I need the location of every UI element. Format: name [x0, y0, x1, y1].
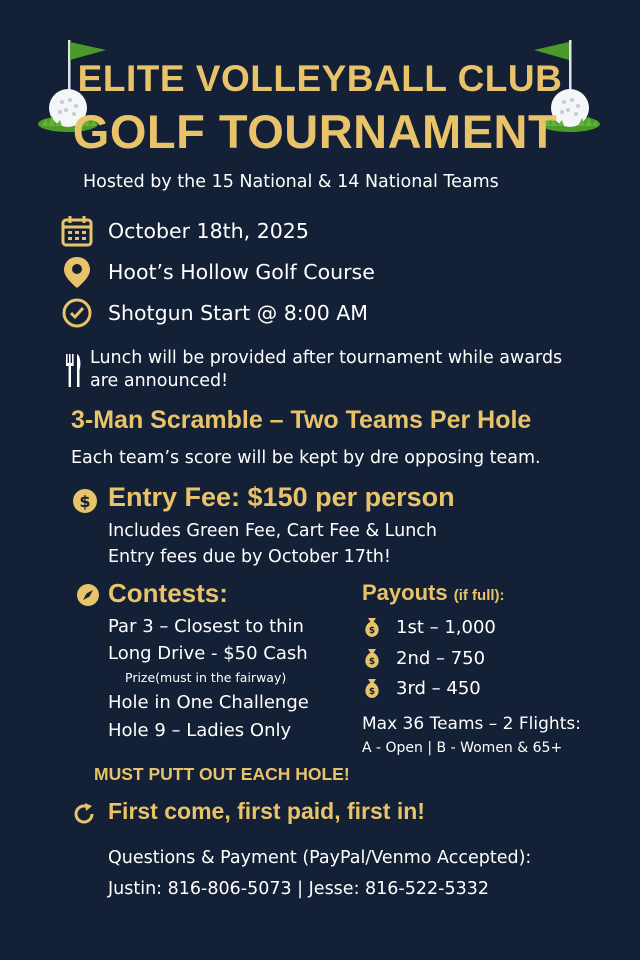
- money-bag-icon: [362, 616, 382, 638]
- payouts-title-text: Payouts: [362, 580, 448, 605]
- title-line-2: GOLF TOURNAMENT: [72, 105, 558, 158]
- flights: A - Open | B - Women & 65+: [362, 740, 563, 756]
- max-teams: Max 36 Teams – 2 Flights:: [362, 714, 581, 734]
- location-text: Hoot’s Hollow Golf Course: [108, 260, 375, 284]
- lunch-line-2: are announced!: [90, 371, 229, 391]
- compass-icon: [76, 583, 100, 607]
- start-row: [60, 296, 368, 330]
- payouts-title: [362, 580, 505, 606]
- lunch-note: [90, 347, 590, 393]
- payout-row: [362, 645, 485, 671]
- payout-row: [362, 614, 496, 640]
- payout-first: 1st – 1,000: [396, 616, 496, 638]
- must-putt-rule: MUST PUTT OUT EACH HOLE!: [94, 764, 350, 784]
- entry-includes: Includes Green Fee, Cart Fee & Lunch: [108, 521, 438, 541]
- contests-title: Contests:: [108, 578, 228, 608]
- payout-second: 2nd – 750: [396, 647, 486, 669]
- hosted-by: Hosted by the 15 National & 14 National Teams: [83, 172, 499, 192]
- contest-item: Par 3 – Closest to thin: [108, 616, 304, 637]
- payout-row: [362, 675, 481, 701]
- contest-item: Long Drive - $50 Cash: [108, 643, 308, 664]
- entry-fee-title: Entry Fee: $150 per person: [108, 482, 455, 512]
- location-row: [60, 255, 375, 289]
- payout-third: 3rd – 450: [396, 677, 481, 699]
- questions-line: Questions & Payment (PayPal/Venmo Accepted):: [108, 848, 532, 868]
- svg-text:$: $: [79, 492, 91, 511]
- lunch-line-1: Lunch will be provided after tournament while awards: [90, 348, 563, 368]
- svg-text:$: $: [368, 657, 376, 667]
- format-title: 3-Man Scramble – Two Teams Per Hole: [71, 406, 532, 434]
- clock-icon: [60, 296, 94, 330]
- date-row: [60, 214, 309, 248]
- entry-due: Entry fees due by October 17th!: [108, 547, 391, 567]
- contacts-line: Justin: 816-806-5073 | Jesse: 816-522-5332: [108, 879, 489, 899]
- map-pin-icon: [60, 255, 94, 289]
- fork-knife-icon: [64, 352, 84, 388]
- contest-item: Hole in One Challenge: [108, 692, 309, 713]
- contest-item-note: Prize(must in the fairway): [125, 670, 287, 685]
- refresh-icon: [72, 802, 96, 826]
- title-line-1: ELITE VOLLEYBALL CLUB: [77, 58, 563, 99]
- svg-text:$: $: [368, 687, 376, 697]
- money-bag-icon: [362, 647, 382, 669]
- dollar-coin-icon: [72, 488, 98, 514]
- contest-item: Hole 9 – Ladies Only: [108, 720, 292, 741]
- first-come-rule: First come, first paid, first in!: [108, 798, 425, 824]
- payouts-subtitle: (if full):: [453, 587, 505, 604]
- format-scoring: Each team’s score will be kept by dre opposing team.: [71, 448, 541, 468]
- svg-text:$: $: [368, 626, 376, 636]
- money-bag-icon: [362, 677, 382, 699]
- calendar-icon: [60, 214, 94, 248]
- date-text: October 18th, 2025: [108, 219, 309, 243]
- start-text: Shotgun Start @ 8:00 AM: [108, 301, 368, 325]
